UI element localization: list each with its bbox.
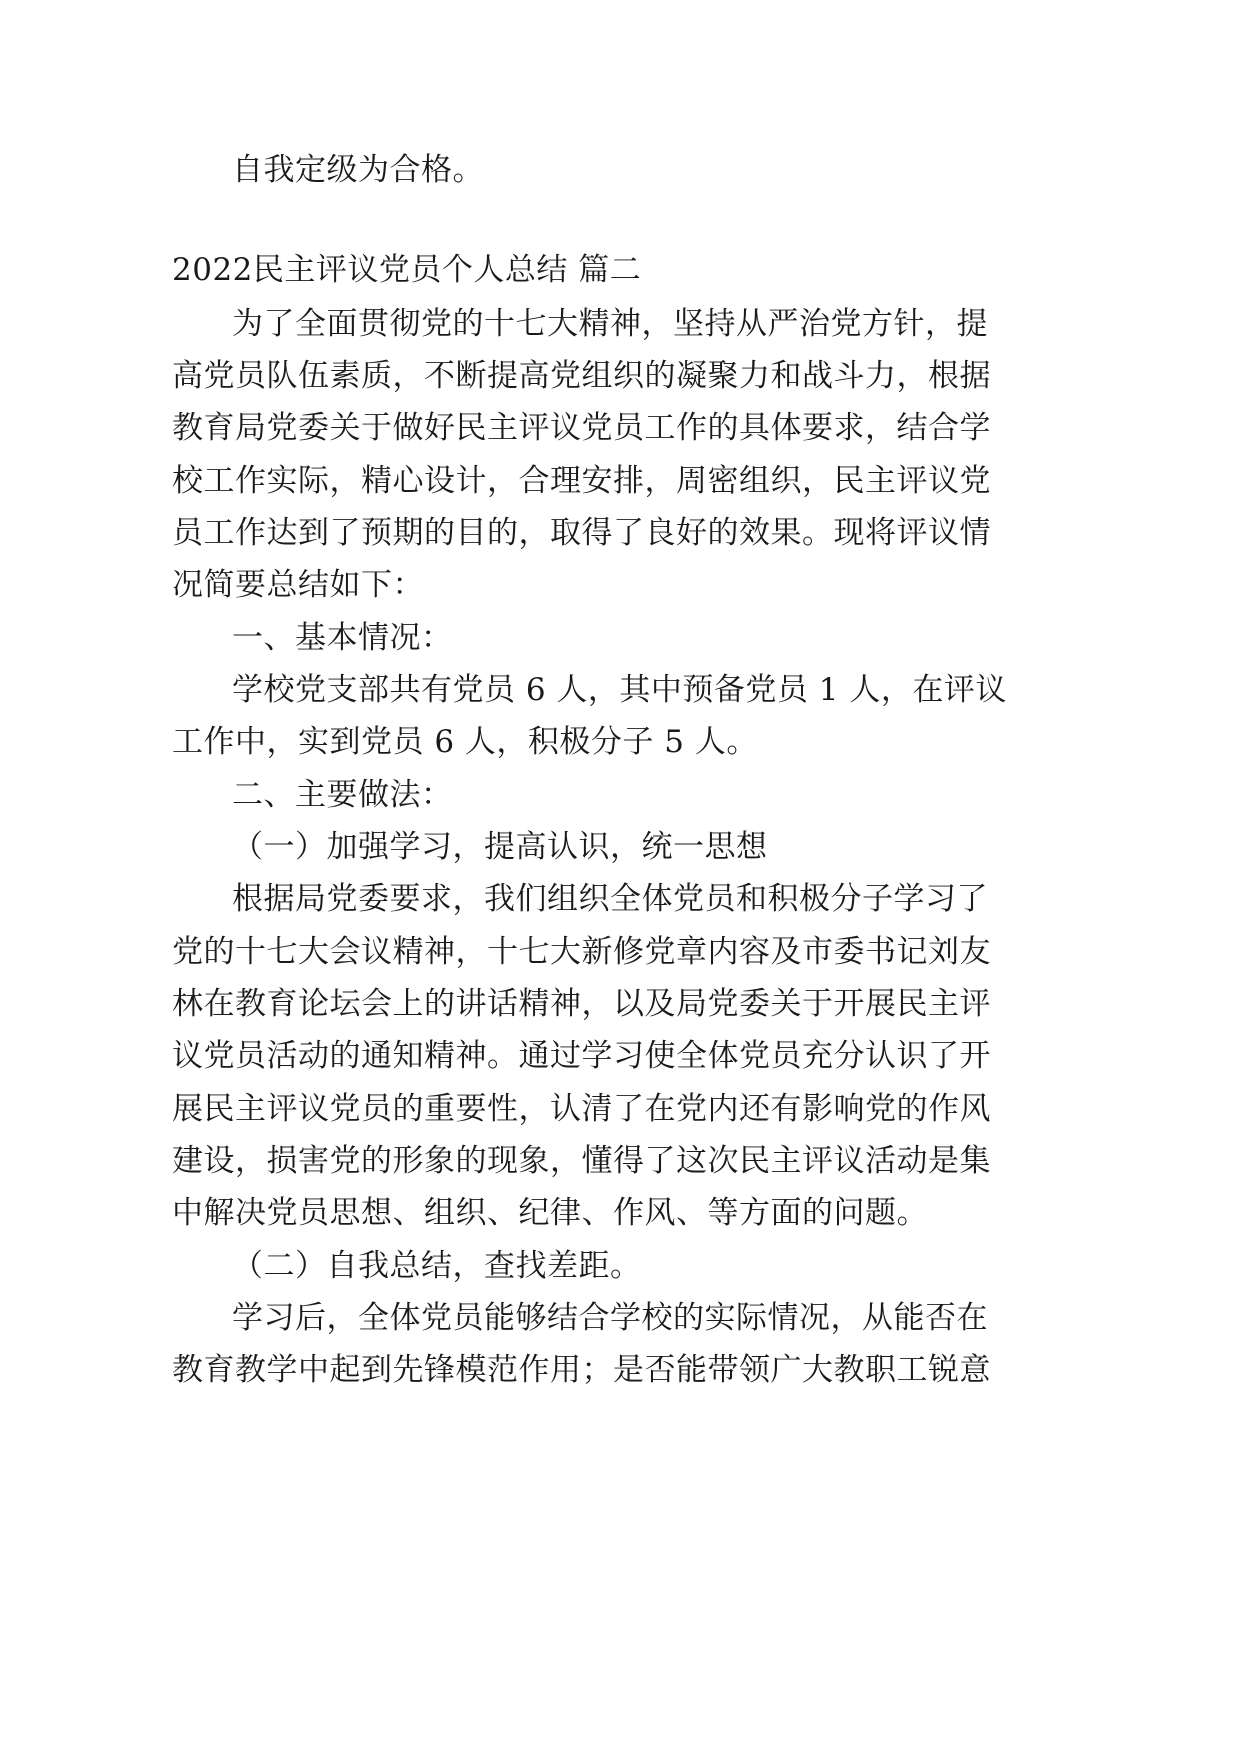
text-line: 中解决党员思想、组织、纪律、作风、等方面的问题。 bbox=[172, 1195, 928, 1231]
text-line: 员工作达到了预期的目的，取得了良好的效果。现将评议情 bbox=[172, 515, 991, 551]
text-line: 建设，损害党的形象的现象，懂得了这次民主评议活动是集 bbox=[172, 1143, 991, 1179]
text-line: 议党员活动的通知精神。通过学习使全体党员充分认识了开 bbox=[172, 1038, 991, 1074]
text-line: 林在教育论坛会上的讲话精神，以及局党委关于开展民主评 bbox=[172, 986, 991, 1022]
text-line: 根据局党委要求，我们组织全体党员和积极分子学习了 bbox=[232, 881, 988, 917]
text-line: 自我定级为合格。 bbox=[232, 152, 484, 188]
text-line: 展民主评议党员的重要性，认清了在党内还有影响党的作风 bbox=[172, 1091, 991, 1127]
text-line: 教育局党委关于做好民主评议党员工作的具体要求，结合学 bbox=[172, 410, 991, 446]
text-line: 党的十七大会议精神，十七大新修党章内容及市委书记刘友 bbox=[172, 934, 991, 970]
section-heading: 2022民主评议党员个人总结 篇二 bbox=[172, 252, 642, 288]
text-line: 高党员队伍素质，不断提高党组织的凝聚力和战斗力，根据 bbox=[172, 358, 991, 394]
text-line: 教育教学中起到先锋模范作用；是否能带领广大教职工锐意 bbox=[172, 1352, 991, 1388]
text-line: 工作中，实到党员 6 人，积极分子 5 人。 bbox=[172, 724, 758, 760]
text-line: 况简要总结如下： bbox=[172, 567, 424, 603]
subheading: （二）自我总结，查找差距。 bbox=[232, 1248, 642, 1284]
text-line: 学习后，全体党员能够结合学校的实际情况，从能否在 bbox=[232, 1300, 988, 1336]
subheading: 二、主要做法： bbox=[232, 777, 453, 813]
text-line: 学校党支部共有党员 6 人，其中预备党员 1 人，在评议 bbox=[232, 672, 1007, 708]
text-line: 校工作实际，精心设计，合理安排，周密组织，民主评议党 bbox=[172, 463, 991, 499]
text-line: 为了全面贯彻党的十七大精神，坚持从严治党方针，提 bbox=[232, 306, 988, 342]
subheading: 一、基本情况： bbox=[232, 620, 453, 656]
subheading: （一）加强学习，提高认识，统一思想 bbox=[232, 829, 768, 865]
